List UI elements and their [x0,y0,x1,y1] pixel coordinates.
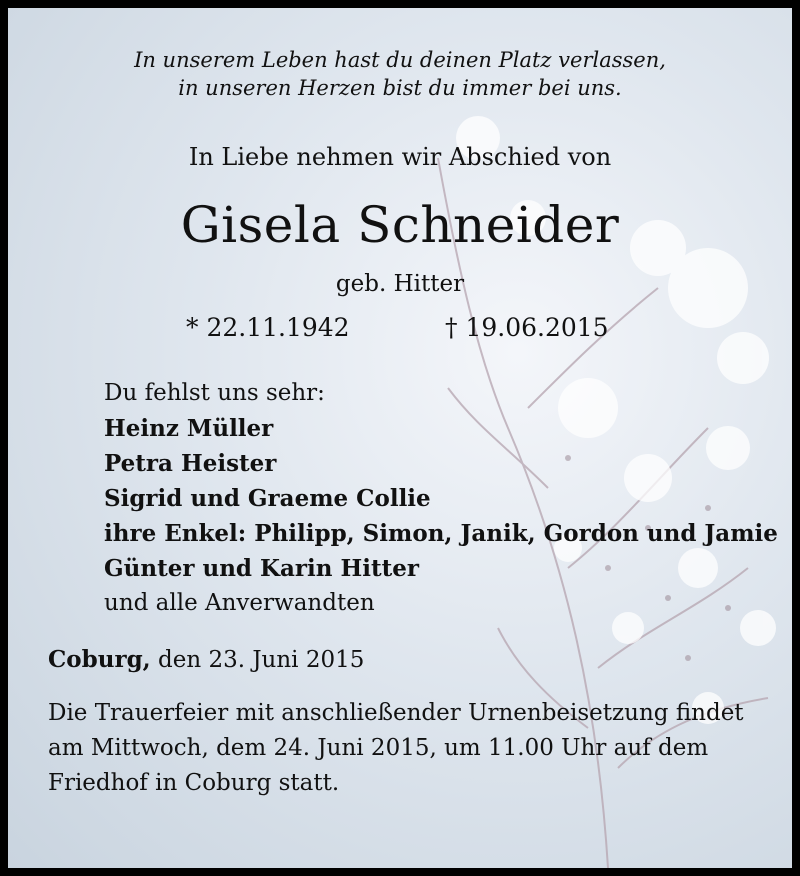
death-date: † 19.06.2015 [445,313,609,342]
obituary-card [8,8,792,868]
ceremony-line-2: am Mittwoch, dem 24. Juni 2015, um 11.00 Uhr auf dem [48,735,709,761]
intro-text: In Liebe nehmen wir Abschied von [188,143,612,171]
mourner-name: ihre Enkel: Philipp, Simon, Janik, Gordon und Jamie [104,520,778,547]
ceremony-line-1: Die Trauerfeier mit anschließender Urnenbeisetzung findet [48,700,744,726]
ceremony-line-3: Friedhof in Coburg statt. [48,770,340,796]
motto-line-1: In unserem Leben hast du deinen Platz verlassen, [134,48,666,72]
ceremony-notice [48,696,788,801]
obituary-text [8,8,792,868]
motto-line-2: in unseren Herzen bist du immer bei uns. [178,76,622,100]
mourners-closing: und alle Anverwandten [104,590,375,616]
place-and-date [48,646,364,673]
mourner-name: Petra Heister [104,450,277,477]
mourners-list [104,376,778,621]
place-date: den 23. Juni 2015 [157,647,365,673]
place-city: Coburg, [48,646,151,673]
maiden-name: geb. Hitter [335,271,465,297]
mourners-heading: Du fehlst uns sehr: [104,380,325,406]
motto [8,46,792,102]
mourner-name: Günter und Karin Hitter [104,555,419,582]
mourner-name: Heinz Müller [104,415,274,442]
birth-date: * 22.11.1942 [186,313,350,342]
deceased-name: Gisela Schneider [180,196,620,254]
mourner-name: Sigrid und Graeme Collie [104,485,431,512]
